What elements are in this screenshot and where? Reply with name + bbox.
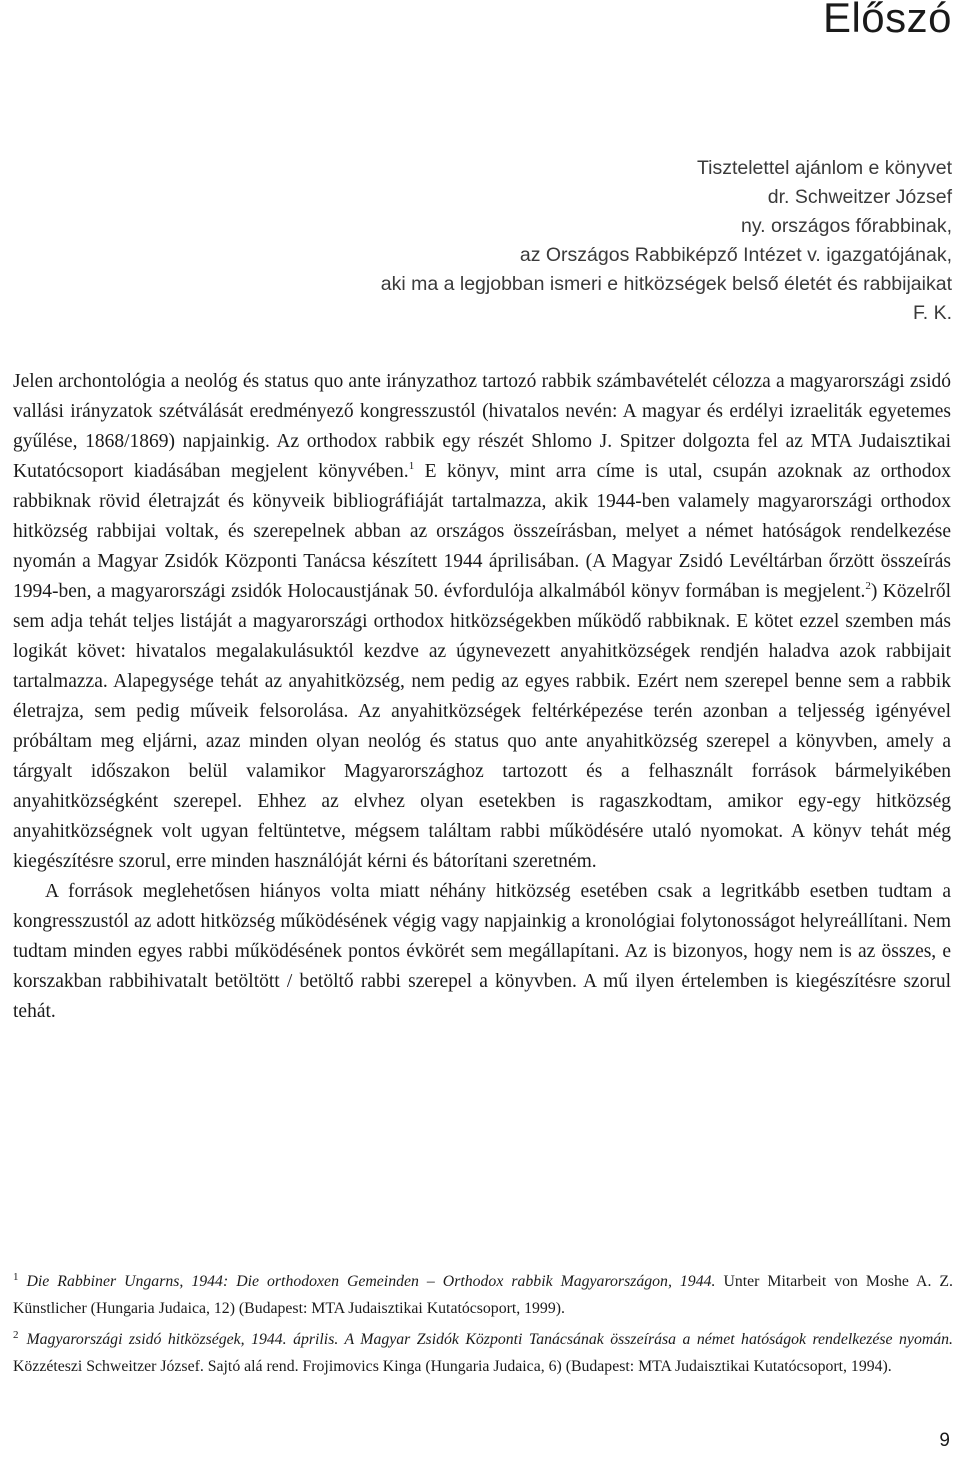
dedication-line: Tisztelettel ajánlom e könyvet — [696, 157, 952, 179]
paragraph: A források meglehetősen hiányos volta miatt néhány hitközség esetében csak a legritkább esetben tudtam a kongresszustól az adott hitközség működésének végig vagy napjainkig a kronológiai folytonosságot helyreállítani. Nem tudtam minden egyes rabbi működésének pontos évkörét sem megállapítani. Az is bizonyos, hogy nem is az összes, e korszakban rabbihivatalt betöltött / betöltő rabbi szerepel a könyvben. A mű ilyen értelemben is kiegészítésre szorul tehát. — [13, 881, 951, 1022]
dedication-signature: F. K. — [912, 302, 952, 324]
body-text — [13, 367, 951, 1027]
footnote-number: 1 — [13, 1271, 19, 1283]
footnotes — [13, 1264, 953, 1380]
footnote-ref[interactable]: 1 — [408, 460, 415, 472]
footnote-title: Magyarországi zsidó hitközségek, 1944. április. A Magyar Zsidók Központi Tanácsának összeírása a német hatóságok rendelkezése nyomán. — [26, 1331, 953, 1348]
footnote-title: Die Rabbiner Ungarns, 1944: Die orthodoxen Gemeinden – Orthodox rabbik Magyarországon, 1944. — [26, 1273, 716, 1290]
footnote-number: 2 — [13, 1329, 19, 1341]
page-title: Előszó — [822, 0, 952, 41]
footnote-text: Közzéteszi Schweitzer József. Sajtó alá rend. Frojimovics Kinga (Hungaria Judaica, 6) (Budapest: MTA Judaisztikai Kutatócsoport, 1994). — [13, 1358, 892, 1375]
dedication — [381, 154, 952, 328]
footnote-ref[interactable]: 2 — [865, 580, 871, 592]
dedication-line: aki ma a legjobban ismeri e hitközségek belső életét és rabbijaikat — [380, 273, 952, 295]
paragraph-text: Jelen archontológia a neológ és status quo ante irányzathoz tartozó rabbik számbavételét célozza a magyarországi zsidó vallási irányzatok szétválását eredményező kongresszustól (hivatalos nevén: A magyar és erdélyi izraeliták egyetemes gyűlése, 1868/1869) napjainkig. Az orthodox rabbik egy részét Shlomo J. Spitzer dolgozta fel az MTA Judaisztikai Kutatócsoport kiadásában megjelent könyvében. — [13, 371, 951, 482]
page-number: 9 — [939, 1430, 950, 1451]
footnote-text: Unter Mitarbeit von Moshe A. Z. Künstlicher (Hungaria Judaica, 12) (Budapest: MTA Judaisztikai Kutatócsoport, 1999). — [13, 1273, 953, 1317]
dedication-name: dr. Schweitzer József — [767, 186, 952, 208]
dedication-line: az Országos Rabbiképző Intézet v. igazgatójának, — [519, 244, 952, 266]
footnote — [13, 1322, 953, 1380]
paragraph-text: ) Közelről sem adja tehát teljes listáját a magyarországi orthodox hitközségekben működő rabbiknak. E kötet ezzel szemben más logikát követ: hivatalos megalakulásuktól kezdve az úgynevezett anyahitközségek rendjén haladva azok rabbijait tartalmazza. Alapegysége tehát az anyahitközség, nem pedig az egyes rabbik. Ezért nem szerepel benne sem a rabbik életrajza, sem pedig műveik felsorolása. Az anyahitközségek feltérképezése terén azonban a teljesség igényével próbáltam meg eljárni, azaz minden olyan neológ és status quo ante anyahitközség szerepel a könyvben, amely a tárgyalt időszakon belül valamikor Magyarországhoz tartozott és a felhasznált források bármelyikében anyahitközségként szerepel. Ehhez az elvhez olyan esetekben is ragaszkodtam, amikor egy-egy hitközség anyahitközségnek volt ugyan feltüntetve, mégsem találtam rabbi működésére utaló nyomokat. A könyv tehát még kiegészítésre szorul, erre minden használóját kérni és bátorítani szeretném. — [13, 581, 951, 872]
paragraph — [13, 367, 951, 877]
footnote — [13, 1264, 953, 1322]
paragraph-text: E könyv, mint arra címe is utal, csupán azoknak az orthodox rabbiknak rövid életrajzát és könyveik bibliográfiáját tartalmazza, akik 1944-ben valamely magyarországi orthodox hitközség rabbijai voltak, és szerepelnek abban az országos összeírásban, melyet a német hatóságok rendelkezése nyomán a Magyar Zsidók Központi Tanácsa készített 1944 áprilisában. (A Magyar Zsidó Levéltárban őrzött összeírás 1994-ben, a magyarországi zsidók Holocaustjának 50. évfordulója alkalmából könyv formában is megjelent. — [13, 461, 951, 602]
dedication-line: ny. országos főrabbinak, — [740, 215, 952, 237]
